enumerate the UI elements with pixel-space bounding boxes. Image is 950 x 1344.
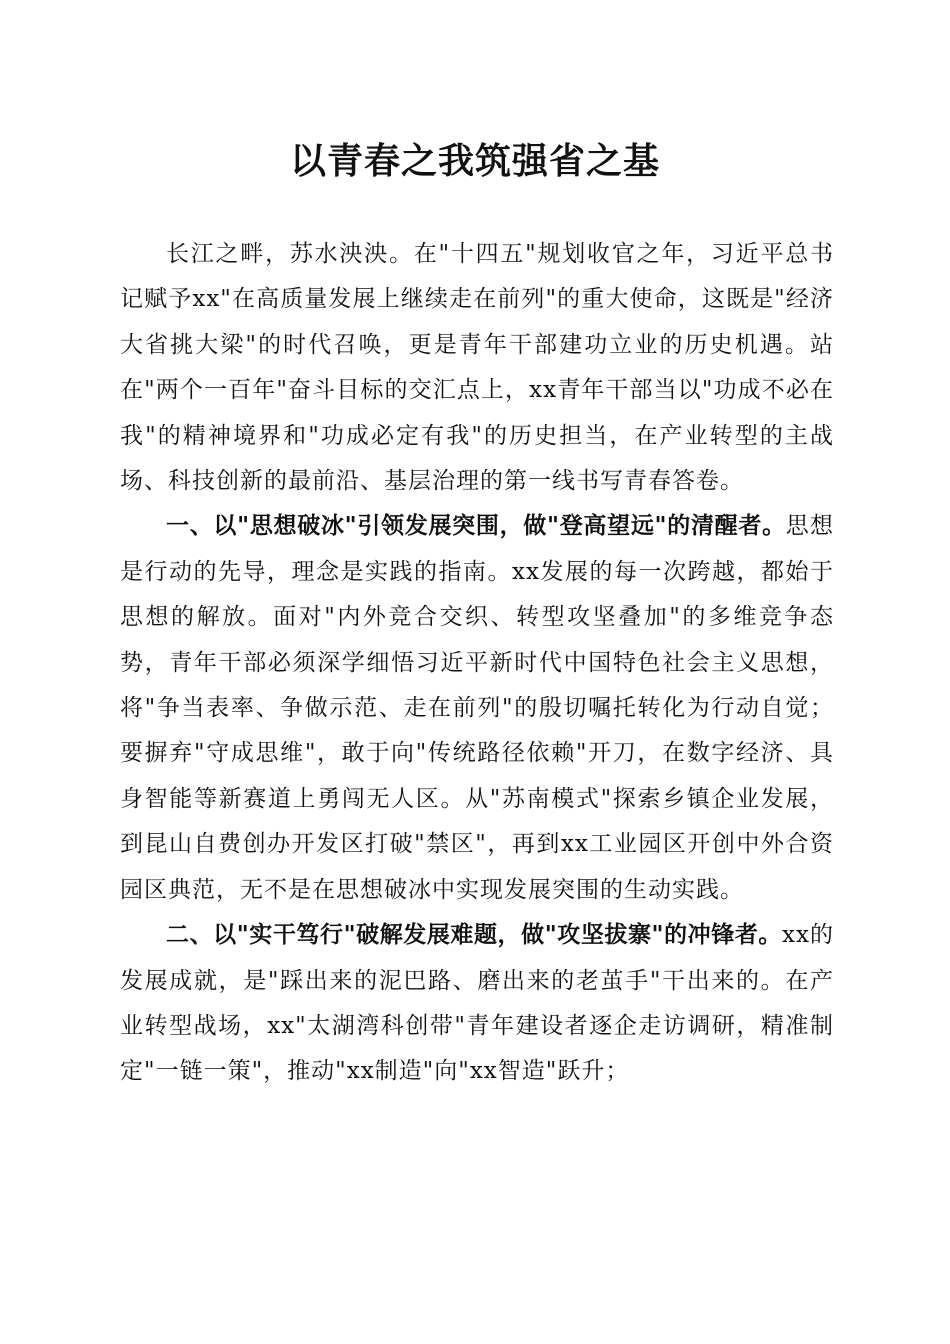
document-body [120, 232, 834, 1095]
section-1-heading: 一、以"思想破冰"引领发展突围，做"登高望远"的清醒者。 [166, 513, 786, 540]
section-2-heading: 二、以"实干笃行"破解发展难题，做"攻坚拔寨"的冲锋者。 [166, 922, 782, 949]
section-2-body: xx的发展成就，是"踩出来的泥巴路、磨出来的老茧手"干出来的。在产业转型战场，xx"太湖湾科创带"青年建设者逐企走访调研，精准制定"一链一策"，推动"xx制造"向"xx智造"跃升； [120, 922, 834, 1085]
section-2-paragraph [120, 913, 834, 1095]
section-1-body: 思想是行动的先导，理念是实践的指南。xx发展的每一次跨越，都始于思想的解放。面对"内外竞合交织、转型攻坚叠加"的多维竞争态势，青年干部必须深学细悟习近平新时代中国特色社会主义思想，将"争当表率、争做示范、走在前列"的殷切嘱托转化为行动自觉；要摒弃"守成思维"，敢于向"传统路径依赖"开刀，在数字经济、具身智能等新赛道上勇闯无人区。从"苏南模式"探索乡镇企业发展，到昆山自费创办开发区打破"禁区"，再到xx工业园区开创中外合资园区典范，无不是在思想破冰中实现发展突围的生动实践。 [120, 513, 835, 903]
section-1-paragraph [120, 504, 834, 913]
intro-paragraph: 长江之畔，苏水泱泱。在"十四五"规划收官之年，习近平总书记赋予xx"在高质量发展上继续走在前列"的重大使命，这既是"经济大省挑大梁"的时代召唤，更是青年干部建功立业的历史机遇。站在"两个一百年"奋斗目标的交汇点上，xx青年干部当以"功成不必在我"的精神境界和"功成必定有我"的历史担当，在产业转型的主战场、科技创新的最前沿、基层治理的第一线书写青春答卷。 [120, 241, 834, 495]
document-title: 以青春之我筑强省之基 [289, 140, 660, 182]
